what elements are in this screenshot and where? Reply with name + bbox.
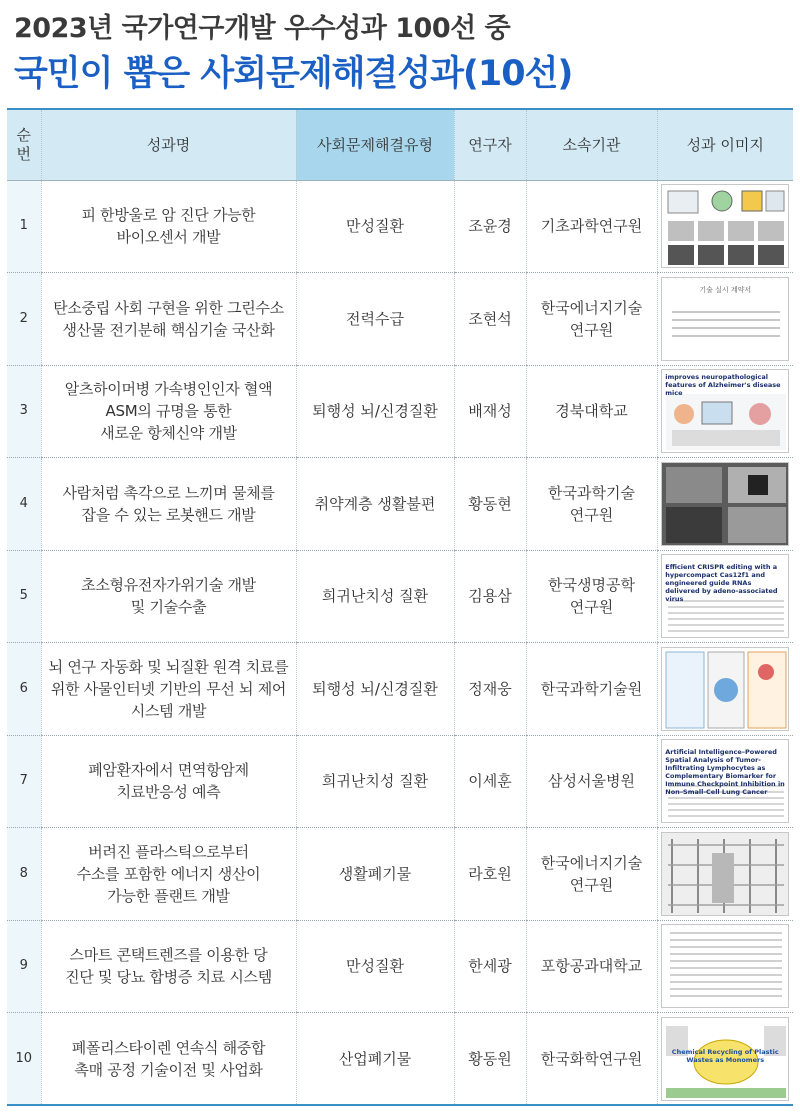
page-title-line2: 국민이 뽑은 사회문제해결성과(10선) bbox=[14, 54, 573, 94]
result-title-line: 생산물 전기분해 핵심기술 국산화 bbox=[62, 320, 275, 339]
result-title bbox=[41, 920, 296, 1013]
result-image-cell bbox=[657, 920, 793, 1013]
problem-type: 생활폐기물 bbox=[296, 828, 454, 921]
problem-type: 산업폐기물 bbox=[296, 1013, 454, 1106]
column-header-institution: 소속기관 bbox=[526, 109, 657, 180]
researcher-name: 황동원 bbox=[454, 1013, 526, 1106]
result-title-line: 시스템 개발 bbox=[130, 701, 207, 720]
column-header-no-line2: 번 bbox=[16, 144, 31, 163]
institution-line: 연구원 bbox=[569, 875, 614, 894]
column-header-no bbox=[7, 109, 41, 180]
result-image-caption: Artificial Intelligence–Powered Spatial Analysis of Tumor-Infiltrating Lymphocytes as Complementary Biomarker for Immune Checkpoint Inhibition in Non–Small-Cell Lung Cancer bbox=[665, 748, 785, 797]
result-image-caption: 기술 실시 계약서 bbox=[699, 285, 752, 294]
result-title bbox=[41, 273, 296, 366]
problem-type: 전력수급 bbox=[296, 273, 454, 366]
column-header-image: 성과 이미지 bbox=[657, 109, 793, 180]
researcher-name: 한세광 bbox=[454, 920, 526, 1013]
table-row bbox=[7, 273, 793, 366]
result-title-line: 수소를 포함한 에너지 생산이 bbox=[76, 864, 261, 883]
row-number: 1 bbox=[7, 180, 41, 273]
table-row bbox=[7, 458, 793, 551]
institution-line: 기초과학연구원 bbox=[540, 217, 643, 236]
result-title bbox=[41, 550, 296, 643]
institution bbox=[526, 273, 657, 366]
result-title-line: 스마트 콘택트렌즈를 이용한 당 bbox=[69, 946, 268, 965]
problem-type: 퇴행성 뇌/신경질환 bbox=[296, 643, 454, 736]
result-title-line: 뇌 연구 자동화 및 뇌질환 원격 치료를 bbox=[48, 657, 289, 676]
result-image-cell bbox=[657, 458, 793, 551]
researcher-name: 황동현 bbox=[454, 458, 526, 551]
results-table bbox=[7, 108, 793, 1106]
problem-type: 희귀난치성 질환 bbox=[296, 550, 454, 643]
researcher-name: 배재성 bbox=[454, 365, 526, 458]
table-row bbox=[7, 643, 793, 736]
recycling-diagram-icon bbox=[661, 1017, 789, 1101]
paper-page-icon bbox=[661, 924, 789, 1008]
result-title-line: 가능한 플랜트 개발 bbox=[107, 886, 230, 905]
table-row bbox=[7, 550, 793, 643]
institution bbox=[526, 365, 657, 458]
result-title-line: 잡을 수 있는 로봇핸드 개발 bbox=[81, 505, 256, 524]
result-title bbox=[41, 180, 296, 273]
institution-line: 연구원 bbox=[569, 320, 614, 339]
institution-line: 한국생명공학 bbox=[548, 576, 635, 595]
result-image-cell bbox=[657, 365, 793, 458]
result-title-line: 치료반응성 예측 bbox=[116, 783, 221, 802]
problem-type: 희귀난치성 질환 bbox=[296, 735, 454, 828]
result-title-line: 새로운 항체신약 개발 bbox=[100, 424, 237, 443]
table-header-row bbox=[7, 109, 793, 180]
problem-type: 만성질환 bbox=[296, 920, 454, 1013]
paper-figure-icon bbox=[661, 369, 789, 453]
result-image-cell bbox=[657, 828, 793, 921]
institution-line: 연구원 bbox=[569, 598, 614, 617]
institution-line: 연구원 bbox=[569, 505, 614, 524]
institution bbox=[526, 550, 657, 643]
row-number: 7 bbox=[7, 735, 41, 828]
researcher-name: 정재웅 bbox=[454, 643, 526, 736]
table-row bbox=[7, 365, 793, 458]
result-title-line: 진단 및 당뇨 합병증 치료 시스템 bbox=[65, 968, 272, 987]
result-title-line: 알츠하이머병 가속병인인자 혈액 bbox=[64, 380, 273, 399]
result-title bbox=[41, 828, 296, 921]
table-row bbox=[7, 180, 793, 273]
result-title-line: 버려진 플라스틱으로부터 bbox=[88, 842, 249, 861]
row-number: 5 bbox=[7, 550, 41, 643]
institution-line: 한국에너지기술 bbox=[540, 298, 643, 317]
result-title-line: 촉매 공정 기술이전 및 사업화 bbox=[74, 1060, 263, 1079]
result-title-line: 초소형유전자가위기술 개발 bbox=[81, 576, 256, 595]
researcher-name: 김용삼 bbox=[454, 550, 526, 643]
result-title-line: ASM의 규명을 통한 bbox=[105, 402, 232, 421]
researcher-name: 이세훈 bbox=[454, 735, 526, 828]
row-number: 6 bbox=[7, 643, 41, 736]
result-title bbox=[41, 458, 296, 551]
institution bbox=[526, 735, 657, 828]
result-image-caption: Chemical Recycling of Plastic Wastes as Monomers bbox=[671, 1047, 779, 1064]
biosensor-diagram-icon bbox=[661, 184, 789, 268]
row-number: 10 bbox=[7, 1013, 41, 1106]
page-title-line1: 2023년 국가연구개발 우수성과 100선 중 bbox=[14, 13, 511, 44]
institution bbox=[526, 458, 657, 551]
problem-type: 취약계층 생활불편 bbox=[296, 458, 454, 551]
column-header-type: 사회문제해결유형 bbox=[296, 109, 454, 180]
researcher-name: 조현석 bbox=[454, 273, 526, 366]
row-number: 9 bbox=[7, 920, 41, 1013]
result-image-cell bbox=[657, 1013, 793, 1106]
result-image-cell bbox=[657, 735, 793, 828]
result-title bbox=[41, 365, 296, 458]
iot-system-diagram-icon bbox=[661, 647, 789, 731]
result-image-cell bbox=[657, 273, 793, 366]
result-title-line: 및 기술수출 bbox=[130, 598, 207, 617]
institution bbox=[526, 643, 657, 736]
result-title bbox=[41, 1013, 296, 1106]
result-image-cell bbox=[657, 643, 793, 736]
column-header-title: 성과명 bbox=[41, 109, 296, 180]
row-number: 2 bbox=[7, 273, 41, 366]
result-title-line: 탄소중립 사회 구현을 위한 그린수소 bbox=[53, 298, 284, 317]
institution-line: 한국과학기술 bbox=[548, 483, 635, 502]
result-title bbox=[41, 643, 296, 736]
problem-type: 만성질환 bbox=[296, 180, 454, 273]
researcher-name: 조윤경 bbox=[454, 180, 526, 273]
column-header-no-line1: 순 bbox=[16, 125, 31, 144]
institution-line: 한국과학기술원 bbox=[540, 679, 643, 698]
institution-line: 한국화학연구원 bbox=[540, 1049, 643, 1068]
result-title-line: 사람처럼 촉각으로 느끼며 물체를 bbox=[62, 483, 275, 502]
row-number: 8 bbox=[7, 828, 41, 921]
result-title-line: 피 한방울로 암 진단 가능한 bbox=[81, 206, 256, 225]
institution-line: 포항공과대학교 bbox=[540, 957, 643, 976]
table-body bbox=[7, 180, 793, 1105]
table-row bbox=[7, 920, 793, 1013]
result-title-line: 폐암환자에서 면역항암제 bbox=[88, 761, 249, 780]
institution bbox=[526, 1013, 657, 1106]
table-row bbox=[7, 828, 793, 921]
row-number: 3 bbox=[7, 365, 41, 458]
result-title-line: 위한 사물인터넷 기반의 무선 뇌 제어 bbox=[50, 679, 287, 698]
institution-line: 경북대학교 bbox=[555, 402, 628, 421]
table-row bbox=[7, 735, 793, 828]
problem-type: 퇴행성 뇌/신경질환 bbox=[296, 365, 454, 458]
plant-structure-icon bbox=[661, 832, 789, 916]
row-number: 4 bbox=[7, 458, 41, 551]
robot-hand-photo-icon bbox=[661, 462, 789, 546]
result-title bbox=[41, 735, 296, 828]
page-header bbox=[0, 0, 800, 108]
result-image-cell bbox=[657, 180, 793, 273]
researcher-name: 라호원 bbox=[454, 828, 526, 921]
result-title-line: 바이오센서 개발 bbox=[116, 228, 221, 247]
journal-article-icon bbox=[661, 739, 789, 823]
contract-document-icon bbox=[661, 277, 789, 361]
result-title-line: 폐폴리스타이렌 연속식 해중합 bbox=[71, 1038, 266, 1057]
table-row bbox=[7, 1013, 793, 1106]
journal-article-icon bbox=[661, 554, 789, 638]
column-header-researcher: 연구자 bbox=[454, 109, 526, 180]
result-image-caption: Efficient CRISPR editing with a hypercompact Cas12f1 and engineered guide RNAs delivered by adeno-associated virus bbox=[665, 563, 778, 604]
institution-line: 한국에너지기술 bbox=[540, 853, 643, 872]
institution bbox=[526, 828, 657, 921]
result-image-caption: improves neuropathological features of Alzheimer's disease mice bbox=[665, 373, 781, 398]
institution bbox=[526, 920, 657, 1013]
result-image-cell bbox=[657, 550, 793, 643]
institution-line: 삼성서울병원 bbox=[548, 772, 635, 791]
institution bbox=[526, 180, 657, 273]
